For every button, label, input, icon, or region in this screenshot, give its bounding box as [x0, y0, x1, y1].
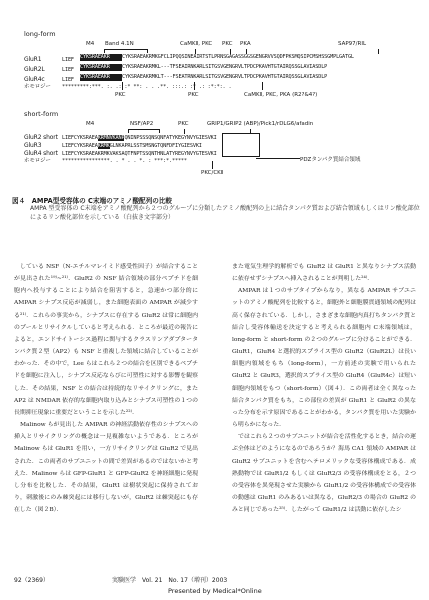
page-number: 92（2369） [14, 577, 49, 584]
row-highlight: CYKSRAEAKR [80, 54, 122, 61]
camkii-pkc-pka-label: CaMKⅡ, PKC, PKA (R2?&4?) [244, 92, 318, 98]
row-sequence: QNINPSSSQNSQNFATYKEGYNVYGIESVKI [124, 135, 217, 141]
row-highlight: KRMK [97, 143, 110, 149]
pdz-box [222, 133, 260, 157]
short-form-label: short-form [24, 110, 59, 118]
row-sequence: CYKSRAEAKRMKGFCLIPQQSINEAIRTSTLPRNSGAGASSGGSGENGRVVSQDFPKSMQSIPCMSHSSGMPLGATGL [122, 54, 354, 60]
homology-symbols: ****************. . * . . *. : ***:*.***** [62, 158, 187, 164]
row-pre: LIEFCYKSRAEAKRMK [62, 151, 110, 157]
paragraph: ではこれら２つのサブユニットが結合を活性化するとき，結合の運ぶ全体はどのようになるのであろうか？海馬 CA1 領域の AMPAR は GluR2 サブユニットを含むヘテロメリックな受容体構成である．成熟動物では GluR1/2 もしくは GluR2/3 の受容体構成をとる，２つの受容体を異発現させた実験から GluR1/2 の受容体構成での受容体の動態は GluR1 のみあるいは異なる，GluR2/3 の場合の GluR2 のみと同じであった²⁵⁾．したがって GluR1/2 は活動に依存したシ [232, 434, 416, 514]
paragraph: している NSF（N-エチルマレイミド感受性因子）が結合することが見出された¹⁹⁾~²¹⁾．GluR2 の NSF 結合領域の部分ペプチドを細胞内へ投与することにより結合を阻害すると，急速かつ部分的に AMPAR シナプス反応が減弱し，また細胞表面の AMPAR が減少する²¹⁾．これらの事実から，シナプスに存在する GluR2 は常に細胞内のプールとリサイクルしていると考えられる．ところが最近の報告によると，エンドサイトーシス過程に関与するクラスリンアダプタータンパク質２型（AP2）も NSF と重複した領域に結合していることがわかった．その中で，Lee らはこれら２つの結合を区別できるペプチドを細胞に注入し，シナプス反応ならびに可塑性に対する影響を観察した．その結果，NSF との結合は持続的なリサイクリングに，また AP2 は NMDAR 依存的な細胞内取り込みとシナプス可塑性の１つの長期抑圧現象に重要だということを示した²²⁾． [14, 264, 198, 416]
row-pre: LIEF [62, 67, 74, 73]
long-form-label: long-form [24, 30, 56, 38]
journal-info: 実験医学 Vol. 21 No. 17（増刊）2003 [112, 577, 228, 584]
figure-caption-title: 図４ AMPA型受容体の C末端のアミノ酸配列の比較 [12, 197, 173, 205]
domain-sap97: SAP97/RIL [338, 41, 367, 47]
alignment-row [24, 134, 217, 142]
paragraph: Malinow らが見出した AMPAR の神経活動依存性のシナプスへの挿入とリサイクリングの概念は一見複雑ないようである．ところが Malinow らは GluR1 を用い，一方リサイクリングは GluR2 で見出された．この両者のサブユニットの間で差異があるのではないかと考えた．Malinow らは GFP-GluR1 と GFP-GluR2 を神経細胞に発現し分布を比較した．その結果，GluR1 は樹状突起に保持されており，刺激後にのみ棘突起には移行しないが，GluR2 は棘突起にも存在した（図２B）． [14, 422, 198, 514]
alignment-row [24, 54, 404, 64]
pkc-mid-label: PKC [188, 92, 199, 98]
row-pre: LIEF [62, 77, 74, 83]
presented-by: Presented by Medical*Online [168, 587, 262, 595]
domain-m4-long: M4 [86, 41, 95, 47]
domain-m4-short: M4 [86, 121, 95, 127]
domain-grip: GRIP1/GRIP2 (ABP)/Pick1/rDLG6/afadin [207, 121, 314, 127]
homology-symbols: *********:***. :. .: :* **: . . .**. :::.: :* .: :*:*:. . [62, 84, 232, 90]
homology-label: ホモロジー [24, 158, 51, 164]
domain-pka: PKA [240, 41, 251, 47]
homology-label: ホモロジー [24, 84, 51, 90]
domain-pkc-long: PKC [222, 41, 233, 47]
domain-camkii-pkc: CaMKⅡ, PKC [180, 41, 213, 47]
row-sequence: CYKSRAEAKRMKL---TFSEAIRNKARLSITGSVGENGRVLTPDCPKAVHTGTAIRQSSGLAVIASDLP [122, 64, 328, 70]
right-column [232, 261, 416, 516]
left-column [14, 261, 198, 516]
row-label: GluR3 [24, 142, 42, 149]
row-pre: LIEFCYKSRAEA [62, 135, 98, 141]
alignment-row [24, 74, 404, 84]
row-sequence: VAKSAQTFNPTSSQNTHNLATYREGYNVYGTESVKI [109, 151, 217, 157]
alignment-row [24, 64, 404, 74]
row-sequence: CYKSRAEAKRMKLT---FSEATRNKARLSITGSVGENGRVLTPDCPKAVHTGTAIRQSSGLAVIASDLP [122, 74, 328, 80]
alignment-row [24, 150, 217, 158]
row-label: GluR2L [24, 66, 45, 73]
paragraph: また電気生理学的解析でも GluR2 は GluR1 と異なりシナプス活動に依存せずシナプスへ挿入されることが判明した²⁴⁾． [232, 264, 416, 283]
row-highlight: CYKSRAEAKR [80, 64, 122, 71]
row-pre: LIEF [62, 57, 74, 63]
homology-row [24, 158, 217, 165]
pkc-ckii-label: PKC/CKⅡ [201, 170, 224, 176]
domain-nsf-ap2: NSF/AP2 [130, 121, 154, 127]
domain-pkc-short: PKC [178, 121, 189, 127]
row-label: GluR4c [24, 76, 45, 83]
pdz-label: PDZタンパク質結合領域 [300, 157, 361, 163]
domain-band41n: Band 4.1N [105, 41, 134, 47]
row-label: GluR4 short [24, 150, 58, 157]
paragraph: AMPAR は１つのサブタイプからなり，異なる AMPAR サブユニットのアミノ酸配列を比較すると，細胞外と細胞膜貫通領域の配列は高く保存されている．しかし，さまざまな細胞内真打ちタンパク質と結合し受容体輸送を決定すると考えられる細胞内 C末端領域は，long-form と short-form の２つのグループに分けることができる．GluR1，GluR4 と選択的スプライス型の GluR2（GluR2L）は長い細胞内領域をもち（long-form），一方前述の実験で用いられた GluR2 と GluR3，選択的スプライス型の GluR4（GluR4c）は短い細胞内領域をもつ（short-form）（図４）．この両者は全く異なった結合タンパク質をもち，この部位の差異が GluR1 と GluR2 の異なった分布を示す原因であることがわかる，タンパク質を用いた実験から明らかになった． [232, 288, 416, 429]
short-form-alignment [24, 134, 217, 165]
alignment-row [24, 142, 217, 150]
row-label: GluR2 short [24, 134, 58, 141]
pkc-left-label: PKC [115, 92, 126, 98]
homology-row [24, 84, 404, 91]
figure-caption-body: AMPA 型受容体の C末端をアミノ酸配列から２つのグループに分類したアミノ酸配列の上に結合タンパク質および結合領域もしくはリン酸化部位によるリン酸化部位を示している（白抜き文字部分） [30, 205, 420, 221]
row-highlight: KRMNVKANP [97, 135, 125, 141]
row-pre: LIEFCYKSRAEA [62, 143, 98, 149]
long-form-alignment [24, 54, 404, 91]
row-sequence: GLNKAPRLSSTSMSNGTQNFDFIYGIESVKI [109, 143, 202, 149]
row-label: GluR1 [24, 56, 42, 63]
row-highlight: CYKSRAEAKR [80, 74, 122, 81]
